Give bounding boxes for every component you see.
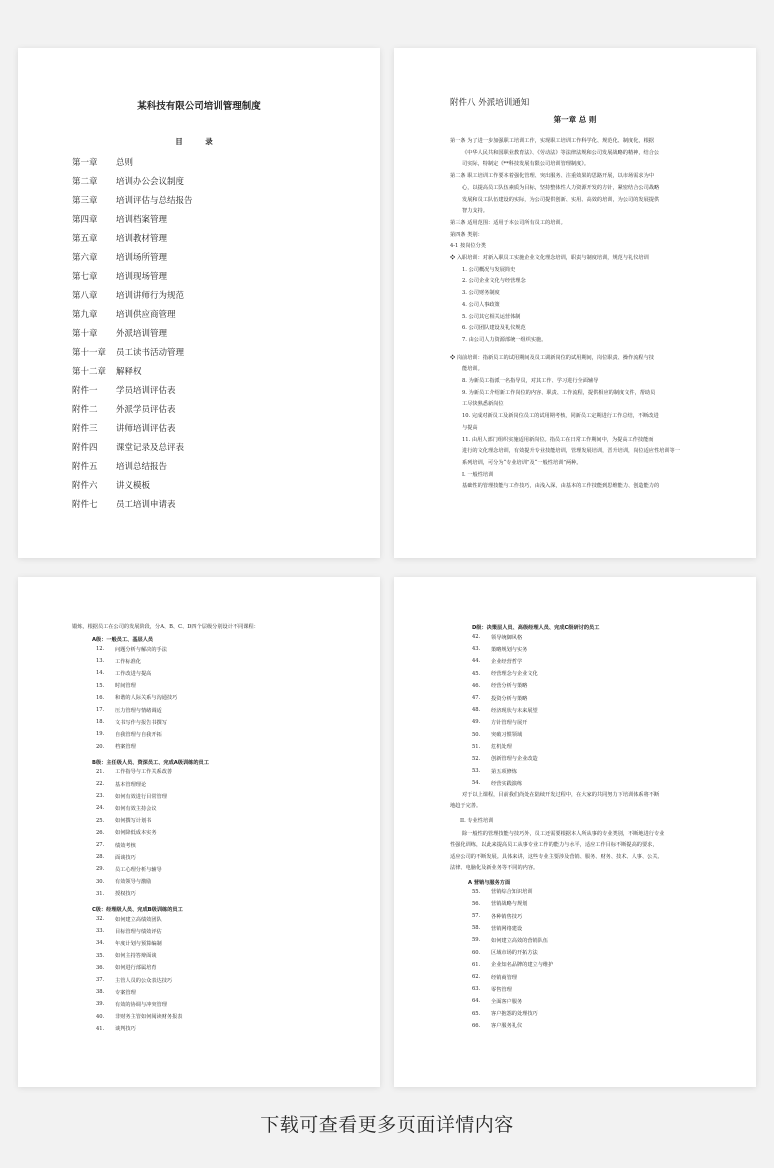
intro-paragraph: 锻炼，根据员工在公司的发展阶段，分A、B、C、D四个层级分别设计不同课程： bbox=[72, 624, 259, 630]
paragraph bbox=[450, 790, 659, 813]
course-number: 16. bbox=[96, 694, 105, 701]
course-title: 突破习惯领域 bbox=[491, 732, 523, 739]
course-item bbox=[96, 925, 182, 937]
body-line: 11. 由用人部门组织实施适用新岗位。指员工在日常工作期间中，为提高工作技能而 bbox=[462, 436, 654, 443]
toc-title: 培训现场管理 bbox=[116, 271, 168, 282]
course-title: 绩效考核 bbox=[115, 842, 136, 849]
course-title: 领导统御风格 bbox=[491, 634, 523, 641]
course-item bbox=[472, 934, 553, 946]
course-item bbox=[96, 815, 172, 827]
course-item bbox=[96, 704, 177, 716]
course-number: 24. bbox=[96, 805, 105, 812]
body-line: 心，以提高员工队伍素质为目标，坚持整体性人力资源开发的方针，紧密结合公司战略 bbox=[462, 184, 660, 191]
course-item bbox=[96, 790, 172, 802]
level-heading: B级：主任级人员、资深员工、完成A级训练的员工 bbox=[92, 759, 209, 766]
course-title: 营销综合知识培训 bbox=[491, 889, 533, 896]
course-item bbox=[472, 971, 553, 983]
body-line: 5. 公司其它相关运营体制 bbox=[462, 313, 521, 320]
toc-title: 学员培训评估表 bbox=[116, 386, 176, 397]
course-title: 经济现状与未来展望 bbox=[491, 707, 538, 714]
course-number: 37. bbox=[96, 977, 105, 984]
course-number: 14. bbox=[96, 670, 105, 677]
toc-title: 培训办公会议制度 bbox=[116, 176, 185, 187]
course-number: 13. bbox=[96, 658, 105, 665]
toc-title: 培训供应商管理 bbox=[116, 309, 176, 320]
toc-title: 培训评估与总结报告 bbox=[116, 195, 193, 206]
paragraph bbox=[450, 829, 664, 875]
level-heading: A 营销与服务方面 bbox=[468, 879, 511, 886]
course-title: 工作指导与工作关系改善 bbox=[115, 769, 173, 776]
toc-number: 附件四 bbox=[72, 443, 98, 454]
toc-number: 附件三 bbox=[72, 424, 98, 435]
body-line: 4-1 按岗位分类 bbox=[450, 243, 486, 250]
body-line: 第一条 为了进一步加强职工培训工作，实现职工培训工作科学化、规范化、制度化，根据 bbox=[450, 138, 654, 144]
chapter-title: 第一章 总 则 bbox=[553, 115, 597, 124]
toc-item bbox=[72, 247, 193, 266]
course-item bbox=[472, 765, 538, 777]
body-line: 3. 公司财务制度 bbox=[462, 290, 500, 297]
download-hint: 下载可查看更多页面详情内容 bbox=[260, 1114, 514, 1136]
course-item bbox=[472, 643, 538, 655]
course-item bbox=[96, 986, 182, 998]
course-list bbox=[96, 643, 177, 753]
document-page-toc bbox=[18, 48, 380, 558]
course-item bbox=[96, 962, 182, 974]
toc-item bbox=[72, 285, 193, 304]
course-item bbox=[96, 655, 177, 667]
toc-number: 附件七 bbox=[72, 500, 98, 511]
toc-number: 第十一章 bbox=[72, 347, 107, 358]
toc-item bbox=[72, 438, 193, 457]
body-line: 2. 公司企业文化与经营理念 bbox=[462, 278, 526, 285]
toc-item bbox=[72, 152, 193, 171]
course-title: 员工心理分析与辅导 bbox=[115, 866, 162, 873]
course-item bbox=[96, 1023, 182, 1035]
course-number: 29. bbox=[96, 866, 105, 873]
toc-item bbox=[72, 476, 193, 495]
course-number: 15. bbox=[96, 682, 105, 689]
course-item bbox=[472, 741, 538, 753]
course-title: 谈判技巧 bbox=[115, 1026, 136, 1033]
course-list bbox=[472, 631, 538, 789]
toc-title: 培训教材管理 bbox=[116, 233, 168, 244]
toc-item bbox=[72, 190, 193, 209]
toc-title: 员工读书活动管理 bbox=[116, 347, 185, 358]
course-number: 28. bbox=[96, 854, 105, 861]
course-number: 45. bbox=[472, 670, 481, 677]
course-number: 64. bbox=[472, 998, 481, 1005]
course-number: 40. bbox=[96, 1013, 105, 1020]
toc-number: 附件一 bbox=[72, 386, 98, 397]
course-number: 39. bbox=[96, 1001, 105, 1008]
course-item bbox=[96, 888, 172, 900]
course-number: 34. bbox=[96, 940, 105, 947]
course-number: 18. bbox=[96, 719, 105, 726]
course-item bbox=[96, 741, 177, 753]
course-title: 营销网络建设 bbox=[491, 925, 523, 932]
body-line: 第三条 适用范围：适用于本公司所有员工的培训。 bbox=[450, 219, 566, 226]
toc-item bbox=[72, 362, 193, 381]
course-title: 目标管理与绩效评估 bbox=[115, 928, 162, 935]
course-title: 创新管理与企业改造 bbox=[491, 756, 538, 763]
body-line: 《中华人民共和国职业教育法》、《劳动法》等法律法规和公司发展战略的精神，结合公 bbox=[462, 149, 660, 156]
paragraph-line: 法律、电脑化及新业务等不同的内容。 bbox=[450, 865, 539, 872]
course-number: 21. bbox=[96, 768, 105, 775]
toc-number: 附件二 bbox=[72, 405, 98, 416]
course-title: 文书写作与报告书撰写 bbox=[115, 719, 167, 726]
course-number: 60. bbox=[472, 949, 481, 956]
body-line: 发展和员工队伍建设的实际，为公司提供创新、实用、高效的培训，为公司的发展提供 bbox=[462, 196, 660, 203]
course-title: 策略规划与实务 bbox=[491, 646, 528, 653]
course-item bbox=[472, 668, 538, 680]
course-item bbox=[472, 716, 538, 728]
course-number: 50. bbox=[472, 731, 481, 738]
level-heading: C级：经理级人员、完成B级训练的员工 bbox=[92, 907, 183, 913]
course-number: 19. bbox=[96, 731, 105, 738]
toc-title: 解释权 bbox=[116, 367, 142, 378]
toc-number: 第三章 bbox=[72, 195, 98, 206]
course-item bbox=[96, 643, 177, 655]
course-title: 零售管理 bbox=[491, 986, 512, 993]
course-number: 41. bbox=[96, 1025, 105, 1032]
body-line: 基础性的管理技能与工作技巧，由浅入深，由基本的工作技能到思维能力、创造能力的 bbox=[462, 483, 660, 490]
course-number: 30. bbox=[96, 878, 105, 885]
course-number: 27. bbox=[96, 842, 105, 849]
toc-item bbox=[72, 495, 193, 514]
course-number: 23. bbox=[96, 793, 105, 800]
course-item bbox=[96, 1011, 182, 1023]
course-number: 57. bbox=[472, 913, 481, 920]
course-title: 经营实践演练 bbox=[491, 780, 523, 787]
attachment-title: 附件八 外派培训通知 bbox=[450, 98, 530, 108]
toc-item bbox=[72, 400, 193, 419]
body-line: ❖ 岗前培训：指新员工的试用期间及员工调新岗位的试用期间，岗位职责、操作流程与技 bbox=[450, 354, 654, 361]
course-title: 授权技巧 bbox=[115, 891, 136, 898]
course-item bbox=[472, 910, 553, 922]
section-heading: II. 专业性培训 bbox=[460, 817, 494, 824]
toc-number: 第十章 bbox=[72, 328, 98, 339]
course-number: 66. bbox=[472, 1022, 481, 1029]
course-number: 31. bbox=[96, 890, 105, 897]
body-line: ❖ 入职培训：对新入职员工实施企业文化理念培训，职责与制度培训，规范与礼仪培训 bbox=[450, 255, 649, 262]
course-title: 主管人员的公众表达技巧 bbox=[115, 977, 173, 984]
document-page-courses-d bbox=[394, 577, 756, 1087]
toc-number: 第一章 bbox=[72, 157, 98, 168]
course-title: 有效的协调与冲突管理 bbox=[115, 1001, 167, 1008]
document-page-courses-abc bbox=[18, 577, 380, 1087]
toc-title: 培训档案管理 bbox=[116, 214, 168, 225]
level-heading: D级：决策层人员、高级经理人员、完成C级研讨的员工 bbox=[472, 625, 600, 631]
course-title: 危机处理 bbox=[491, 744, 512, 751]
course-number: 65. bbox=[472, 1010, 481, 1017]
body-line: 9. 为新员工介绍新工作岗位的内容、职责、工作流程，提供相应的制度文件，帮助员 bbox=[462, 389, 656, 396]
course-item bbox=[96, 802, 172, 814]
toc-title: 总则 bbox=[116, 157, 134, 168]
toc-title: 外派学员评估表 bbox=[116, 405, 176, 416]
course-title: 全面客户服务 bbox=[491, 998, 523, 1005]
course-item bbox=[472, 995, 553, 1007]
body-line: 8. 为新员工指派一名指导员，对其工作、学习进行全面辅导 bbox=[462, 378, 599, 385]
course-number: 51. bbox=[472, 743, 481, 750]
course-number: 33. bbox=[96, 928, 105, 935]
toc-item bbox=[72, 381, 193, 400]
level-heading: A级：一般员工、基层人员 bbox=[92, 637, 154, 643]
toc-item bbox=[72, 304, 193, 323]
body-line: 智力支持。 bbox=[462, 208, 488, 215]
course-number: 52. bbox=[472, 755, 481, 762]
body-line: 4. 公司人事政策 bbox=[462, 301, 500, 308]
toc-item bbox=[72, 457, 193, 476]
course-item bbox=[96, 950, 182, 962]
course-number: 63. bbox=[472, 986, 481, 993]
course-title: 档案管理 bbox=[115, 744, 136, 751]
body-line: 与提高 bbox=[462, 424, 478, 431]
course-number: 54. bbox=[472, 780, 481, 787]
body-line: 第四条 类别： bbox=[450, 231, 483, 238]
course-number: 47. bbox=[472, 695, 481, 702]
course-title: 和谐的人际关系与沟通技巧 bbox=[115, 695, 178, 702]
toc-title: 讲义模板 bbox=[116, 481, 151, 492]
course-title: 如何进行部属培育 bbox=[115, 965, 157, 972]
toc-number: 附件五 bbox=[72, 462, 98, 473]
course-number: 56. bbox=[472, 900, 481, 907]
course-number: 43. bbox=[472, 646, 481, 653]
course-item bbox=[472, 729, 538, 741]
course-title: 专案管理 bbox=[115, 989, 136, 996]
course-item bbox=[96, 692, 177, 704]
course-number: 32. bbox=[96, 916, 105, 923]
course-item bbox=[96, 875, 172, 887]
course-number: 55. bbox=[472, 888, 481, 895]
course-title: 有效领导与激励 bbox=[115, 879, 152, 886]
course-number: 42. bbox=[472, 634, 481, 641]
body-line: 能培训。 bbox=[462, 366, 483, 373]
course-item bbox=[96, 680, 177, 692]
course-number: 44. bbox=[472, 658, 481, 665]
document-title: 某科技有限公司培训管理制度 bbox=[137, 101, 261, 112]
toc-item bbox=[72, 266, 193, 285]
course-number: 36. bbox=[96, 964, 105, 971]
course-title: 经营分析与策略 bbox=[491, 683, 528, 690]
toc-number: 第二章 bbox=[72, 176, 98, 187]
course-number: 48. bbox=[472, 707, 481, 714]
course-number: 53. bbox=[472, 768, 481, 775]
toc-item bbox=[72, 171, 193, 190]
body-line: 工尽快熟悉新岗位 bbox=[462, 401, 504, 408]
course-title: 工作标准化 bbox=[115, 658, 141, 665]
course-item bbox=[96, 667, 177, 679]
paragraph-line: 除一般性的管理技能与技巧外，员工还需要根据本人所从事的专业类别，不断地进行专业 bbox=[462, 830, 665, 837]
body-line: 1. 公司概况与发展简史 bbox=[462, 266, 516, 273]
course-number: 20. bbox=[96, 743, 105, 750]
course-item bbox=[472, 655, 538, 667]
course-title: 压力管理与情绪调适 bbox=[115, 707, 162, 714]
toc-number: 第十二章 bbox=[72, 367, 107, 378]
body-line: 7. 由公司人力资源部统一组织实施。 bbox=[462, 336, 547, 343]
course-number: 59. bbox=[472, 937, 481, 944]
course-title: 工作改进与提高 bbox=[115, 670, 152, 677]
course-title: 如何降低成本实务 bbox=[115, 830, 157, 837]
course-item bbox=[472, 631, 538, 643]
course-item bbox=[96, 998, 182, 1010]
course-item bbox=[472, 983, 553, 995]
course-item bbox=[96, 716, 177, 728]
paragraph-line: 对于以上课程，目前我们尚处在陆续开发过程中，在大家的共同努力下培训体系将不断 bbox=[462, 791, 660, 798]
course-number: 38. bbox=[96, 989, 105, 996]
course-item bbox=[96, 728, 177, 740]
course-title: 基本管理理论 bbox=[115, 781, 147, 788]
body-line: 10. 完成对新员工及新岗位员工的试用期考核，同新员工定期进行工作总结，不断改进 bbox=[462, 413, 659, 420]
toc-title: 课堂记录及总评表 bbox=[116, 443, 185, 454]
toc-title: 培训讲师行为规范 bbox=[116, 290, 185, 301]
course-number: 46. bbox=[472, 682, 481, 689]
course-item bbox=[472, 947, 553, 959]
toc-number: 第八章 bbox=[72, 290, 98, 301]
course-number: 58. bbox=[472, 925, 481, 932]
toc-title: 培训场所管理 bbox=[116, 252, 168, 263]
course-item bbox=[96, 863, 172, 875]
paragraph-line: 适应公司的不断发展。具体来讲，这些专业主要涉及营销、服务、财务、技术、人事、公关、 bbox=[450, 853, 663, 860]
course-title: 企业经营哲学 bbox=[491, 658, 523, 665]
toc-item bbox=[72, 419, 193, 438]
toc-number: 第七章 bbox=[72, 271, 98, 282]
course-item bbox=[96, 766, 172, 778]
course-item bbox=[96, 913, 182, 925]
toc-number: 第九章 bbox=[72, 309, 98, 320]
course-list bbox=[96, 913, 182, 1035]
body-line: 进行的文化理念培训，有效提升专业技能培训，管理发展培训，晋升培训，岗位适应性培训等一 bbox=[462, 448, 680, 455]
course-title: 企业知名品牌的建立与维护 bbox=[491, 962, 554, 969]
course-item bbox=[472, 680, 538, 692]
toc-number: 第六章 bbox=[72, 252, 98, 263]
toc-list bbox=[72, 152, 193, 514]
course-title: 如何有效进行目常管理 bbox=[115, 793, 167, 800]
course-item bbox=[472, 704, 538, 716]
course-list bbox=[96, 766, 172, 900]
course-number: 62. bbox=[472, 974, 481, 980]
course-title: 各种销售技巧 bbox=[491, 913, 523, 920]
document-page-notice bbox=[394, 48, 756, 558]
course-item bbox=[472, 922, 553, 934]
course-title: 客户抱怨的处理技巧 bbox=[491, 1011, 538, 1018]
course-item bbox=[96, 974, 182, 986]
course-title: 营销战略与规划 bbox=[491, 901, 528, 908]
body-line: I. 一般性培训 bbox=[462, 471, 494, 478]
course-title: 年度计划与预算编制 bbox=[115, 940, 162, 947]
course-title: 问题分析与解决的手法 bbox=[115, 646, 167, 653]
course-title: 投资分析与策略 bbox=[491, 695, 528, 702]
course-item bbox=[96, 839, 172, 851]
body-line: 司实际，特制定《**科技发展有限公司培训管理制度》。 bbox=[462, 161, 590, 168]
course-number: 35. bbox=[96, 952, 105, 959]
course-title: 如何建立高绩效团队 bbox=[115, 916, 162, 923]
toc-title: 员工培训申请表 bbox=[116, 500, 176, 511]
course-title: 如何主持答辩面谈 bbox=[115, 953, 157, 960]
course-item bbox=[472, 886, 553, 898]
course-number: 49. bbox=[472, 719, 481, 726]
body-line: 系列培训，可分为“专业培训”及“一般性培训”两种。 bbox=[462, 459, 582, 466]
course-title: 面谈技巧 bbox=[115, 854, 136, 861]
course-number: 17. bbox=[96, 707, 105, 714]
toc-item bbox=[72, 209, 193, 228]
course-number: 22. bbox=[96, 781, 105, 788]
course-title: 自我管理与自我开拓 bbox=[115, 731, 162, 738]
course-title: 客户服务礼仪 bbox=[491, 1023, 523, 1030]
body-line: 第二条 职工培训工作要本着强化管理、突出服务、注重效果的思路开展，以市场需求为中 bbox=[450, 173, 654, 180]
course-title: 经销商管理 bbox=[491, 974, 517, 981]
course-title: 如何有效主持会议 bbox=[115, 805, 157, 812]
course-title: 如何撰写计划书 bbox=[115, 818, 152, 825]
paragraph-line: 性强化训练，以此来提高员工从事专业工作的能力与水平，适应工作目标不断提高的要求， bbox=[450, 842, 658, 849]
course-item bbox=[472, 898, 553, 910]
course-title: 经营理念与企业文化 bbox=[491, 671, 538, 678]
toc-title: 培训总结报告 bbox=[116, 462, 168, 473]
paragraph-line: 地趋于完善。 bbox=[450, 803, 482, 810]
course-item bbox=[96, 851, 172, 863]
toc-item bbox=[72, 228, 193, 247]
toc-item bbox=[72, 323, 193, 342]
toc-heading: 目 录 bbox=[175, 137, 223, 146]
course-title: 区域市场的开拓方法 bbox=[491, 950, 538, 957]
course-item bbox=[472, 1020, 553, 1032]
course-item bbox=[472, 959, 553, 971]
course-title: 方针管理与展开 bbox=[491, 719, 528, 726]
toc-number: 第四章 bbox=[72, 214, 98, 225]
course-title: 第五项修炼 bbox=[491, 768, 517, 775]
course-title: 时间管理 bbox=[115, 683, 136, 690]
course-item bbox=[96, 778, 172, 790]
toc-number: 附件六 bbox=[72, 481, 98, 492]
course-number: 25. bbox=[96, 817, 105, 824]
course-item bbox=[96, 827, 172, 839]
course-number: 26. bbox=[96, 829, 105, 836]
course-title: 非财务主管如何阅读财务报表 bbox=[115, 1014, 183, 1021]
toc-title: 讲师培训评估表 bbox=[116, 424, 176, 435]
course-number: 12. bbox=[96, 646, 105, 653]
course-item bbox=[472, 1007, 553, 1019]
toc-title: 外派培训管理 bbox=[116, 328, 168, 339]
course-list bbox=[472, 886, 553, 1032]
body-line: 6. 公司团队建设及礼仪规范 bbox=[462, 325, 526, 332]
course-item bbox=[96, 937, 182, 949]
chapter-body bbox=[450, 136, 710, 493]
toc-item bbox=[72, 342, 193, 361]
course-item bbox=[472, 777, 538, 789]
course-title: 如何建立高效的营销队伍 bbox=[491, 937, 549, 944]
course-item bbox=[472, 753, 538, 765]
course-item bbox=[472, 692, 538, 704]
toc-number: 第五章 bbox=[72, 233, 98, 244]
course-number: 61. bbox=[472, 961, 481, 968]
